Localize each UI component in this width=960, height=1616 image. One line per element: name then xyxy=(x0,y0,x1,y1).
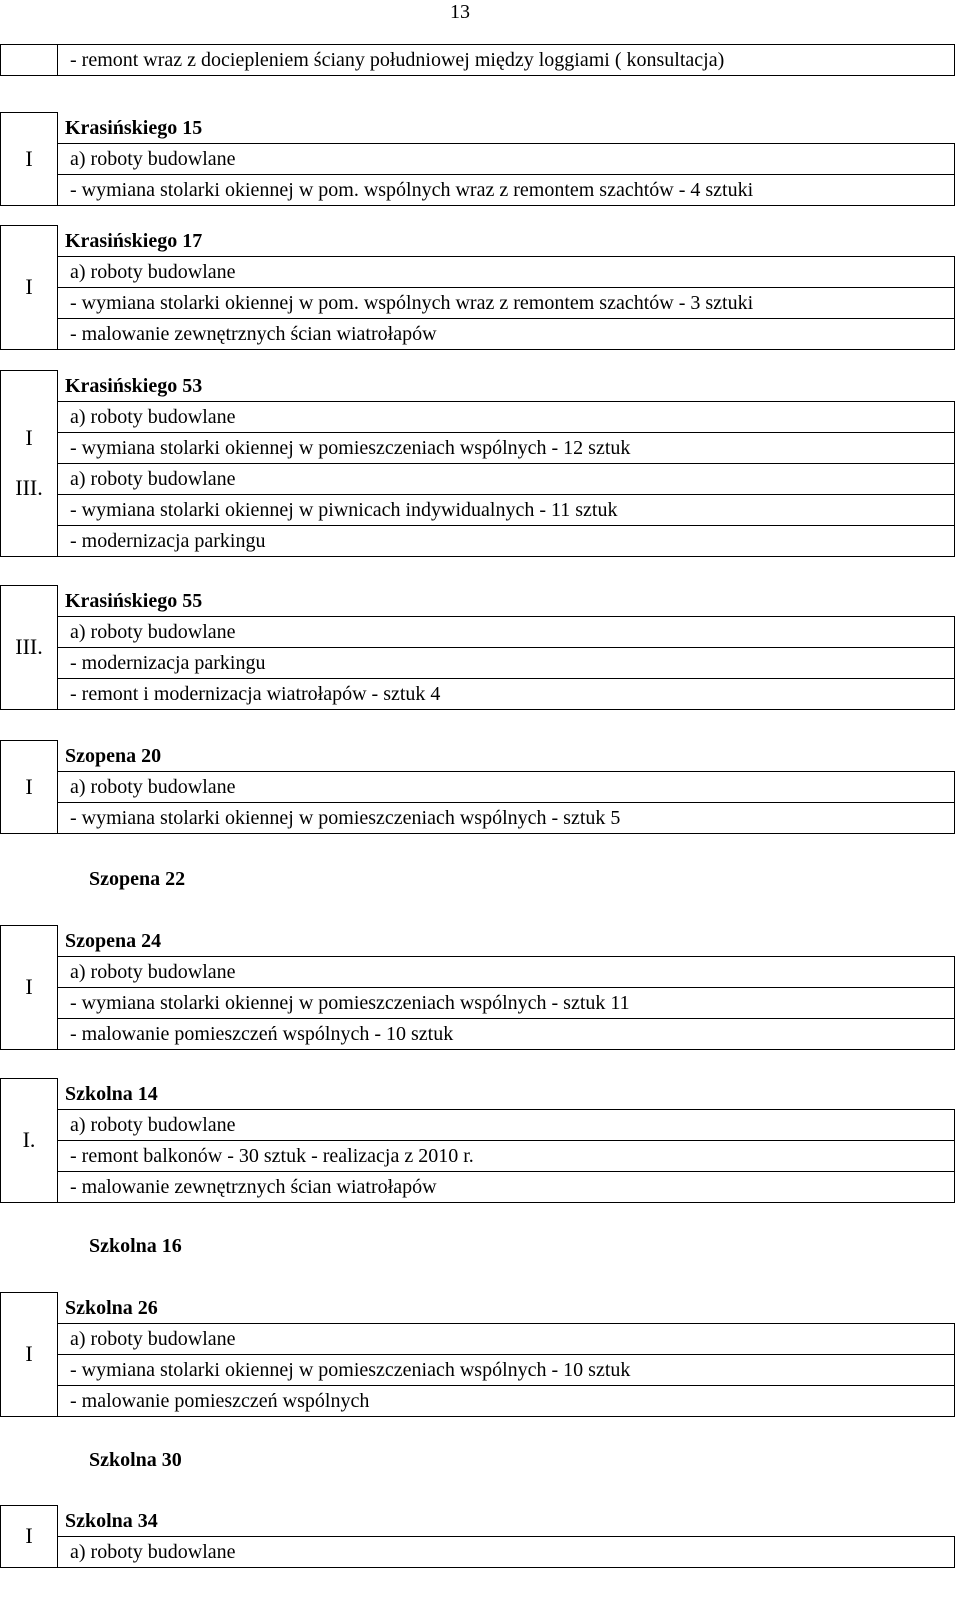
work-item: - malowanie pomieszczeń wspólnych xyxy=(58,1385,955,1416)
property-heading-row xyxy=(1,926,955,957)
property-heading-row xyxy=(1,741,955,772)
property-heading-row xyxy=(1,586,955,617)
work-item-row xyxy=(1,956,955,987)
work-item-row xyxy=(1,616,955,647)
property-heading-row xyxy=(1,1079,955,1110)
property-heading: Szkolna 26 xyxy=(65,1296,158,1319)
work-item: a) roboty budowlane xyxy=(58,1536,955,1567)
work-item: - wymiana stolarki okiennej w pomieszczeniach wspólnych - 10 sztuk xyxy=(58,1354,955,1385)
property-table xyxy=(0,925,955,1050)
property-table xyxy=(0,1292,955,1417)
work-item: - wymiana stolarki okiennej w piwnicach indywidualnych - 11 sztuk xyxy=(58,494,955,525)
priority-mark: I xyxy=(1,926,58,1050)
property-heading-standalone: Szkolna 30 xyxy=(89,1449,182,1471)
property-table xyxy=(0,225,955,350)
priority-mark: I. xyxy=(1,1079,58,1203)
property-heading-row xyxy=(1,226,955,257)
property-heading-row xyxy=(1,1506,955,1537)
work-item-row xyxy=(1,1354,955,1385)
property-heading: Krasińskiego 15 xyxy=(65,116,203,139)
property-table xyxy=(0,1505,955,1568)
work-item-row xyxy=(1,287,955,318)
property-table xyxy=(0,740,955,834)
property-heading: Szopena 20 xyxy=(65,744,162,767)
work-item: a) roboty budowlane xyxy=(58,616,955,647)
work-item-row xyxy=(1,318,955,349)
priority-mark xyxy=(1,45,58,76)
work-item-row xyxy=(1,1171,955,1202)
property-table xyxy=(0,44,955,76)
work-item: a) roboty budowlane xyxy=(58,1323,955,1354)
work-item-row xyxy=(1,432,955,463)
work-item: - wymiana stolarki okiennej w pom. wspólnych wraz z remontem szachtów - 4 sztuki xyxy=(58,174,955,205)
work-item-row xyxy=(1,525,955,556)
property-heading-row xyxy=(1,1293,955,1324)
work-item-row xyxy=(1,174,955,205)
work-item: - wymiana stolarki okiennej w pomieszczeniach wspólnych - sztuk 11 xyxy=(58,987,955,1018)
priority-mark: I xyxy=(1,1506,58,1568)
work-item: - wymiana stolarki okiennej w pom. wspólnych wraz z remontem szachtów - 3 sztuki xyxy=(58,287,955,318)
property-heading: Krasińskiego 55 xyxy=(65,589,203,612)
work-item: - malowanie pomieszczeń wspólnych - 10 sztuk xyxy=(58,1018,955,1049)
work-item: a) roboty budowlane xyxy=(58,256,955,287)
work-item: - modernizacja parkingu xyxy=(58,525,955,556)
work-item: - remont i modernizacja wiatrołapów - sztuk 4 xyxy=(58,678,955,709)
priority-mark: III. xyxy=(1,586,58,710)
priority-mark xyxy=(1,371,58,557)
property-heading: Krasińskiego 17 xyxy=(65,229,203,252)
work-item-row xyxy=(1,45,955,76)
property-table xyxy=(0,585,955,710)
work-item-row xyxy=(1,256,955,287)
work-item-row xyxy=(1,1536,955,1567)
priority-mark: I xyxy=(1,1293,58,1417)
property-heading-row xyxy=(1,113,955,144)
priority-mark: I xyxy=(1,741,58,834)
work-item-row xyxy=(1,401,955,432)
work-item-row xyxy=(1,494,955,525)
work-item-row xyxy=(1,1109,955,1140)
property-heading: Szopena 24 xyxy=(65,929,162,952)
work-item-row xyxy=(1,1385,955,1416)
work-item-row xyxy=(1,802,955,833)
property-table xyxy=(0,112,955,206)
work-item-row xyxy=(1,1140,955,1171)
work-item: - remont wraz z dociepleniem ściany południowej między loggiami ( konsultacja) xyxy=(58,45,955,76)
work-item: a) roboty budowlane xyxy=(58,401,955,432)
work-item-row xyxy=(1,771,955,802)
priority-mark: I xyxy=(1,113,58,206)
priority-mark-secondary: III. xyxy=(15,475,43,501)
work-item: a) roboty budowlane xyxy=(58,143,955,174)
work-item: a) roboty budowlane xyxy=(58,956,955,987)
work-item-row xyxy=(1,463,955,494)
work-item: a) roboty budowlane xyxy=(58,1109,955,1140)
priority-mark-primary: I xyxy=(25,425,33,451)
work-item: - wymiana stolarki okiennej w pomieszczeniach wspólnych - sztuk 5 xyxy=(58,802,955,833)
property-heading-standalone: Szopena 22 xyxy=(89,868,186,890)
work-item: - malowanie zewnętrznych ścian wiatrołapów xyxy=(58,318,955,349)
work-item-row xyxy=(1,1323,955,1354)
work-item: - wymiana stolarki okiennej w pomieszczeniach wspólnych - 12 sztuk xyxy=(58,432,955,463)
property-heading-row xyxy=(1,371,955,402)
work-item: - modernizacja parkingu xyxy=(58,647,955,678)
property-table xyxy=(0,370,955,557)
property-heading: Krasińskiego 53 xyxy=(65,374,203,397)
priority-mark: I xyxy=(1,226,58,350)
work-item: - malowanie zewnętrznych ścian wiatrołapów xyxy=(58,1171,955,1202)
work-item: a) roboty budowlane xyxy=(58,463,955,494)
property-heading: Szkolna 14 xyxy=(65,1082,158,1105)
work-item: a) roboty budowlane xyxy=(58,771,955,802)
page-number: 13 xyxy=(450,1,470,23)
work-item-row xyxy=(1,1018,955,1049)
property-heading: Szkolna 34 xyxy=(65,1509,158,1532)
work-item-row xyxy=(1,987,955,1018)
work-item-row xyxy=(1,143,955,174)
work-item: - remont balkonów - 30 sztuk - realizacja z 2010 r. xyxy=(58,1140,955,1171)
property-table xyxy=(0,1078,955,1203)
work-item-row xyxy=(1,647,955,678)
property-heading-standalone: Szkolna 16 xyxy=(89,1235,182,1257)
work-item-row xyxy=(1,678,955,709)
